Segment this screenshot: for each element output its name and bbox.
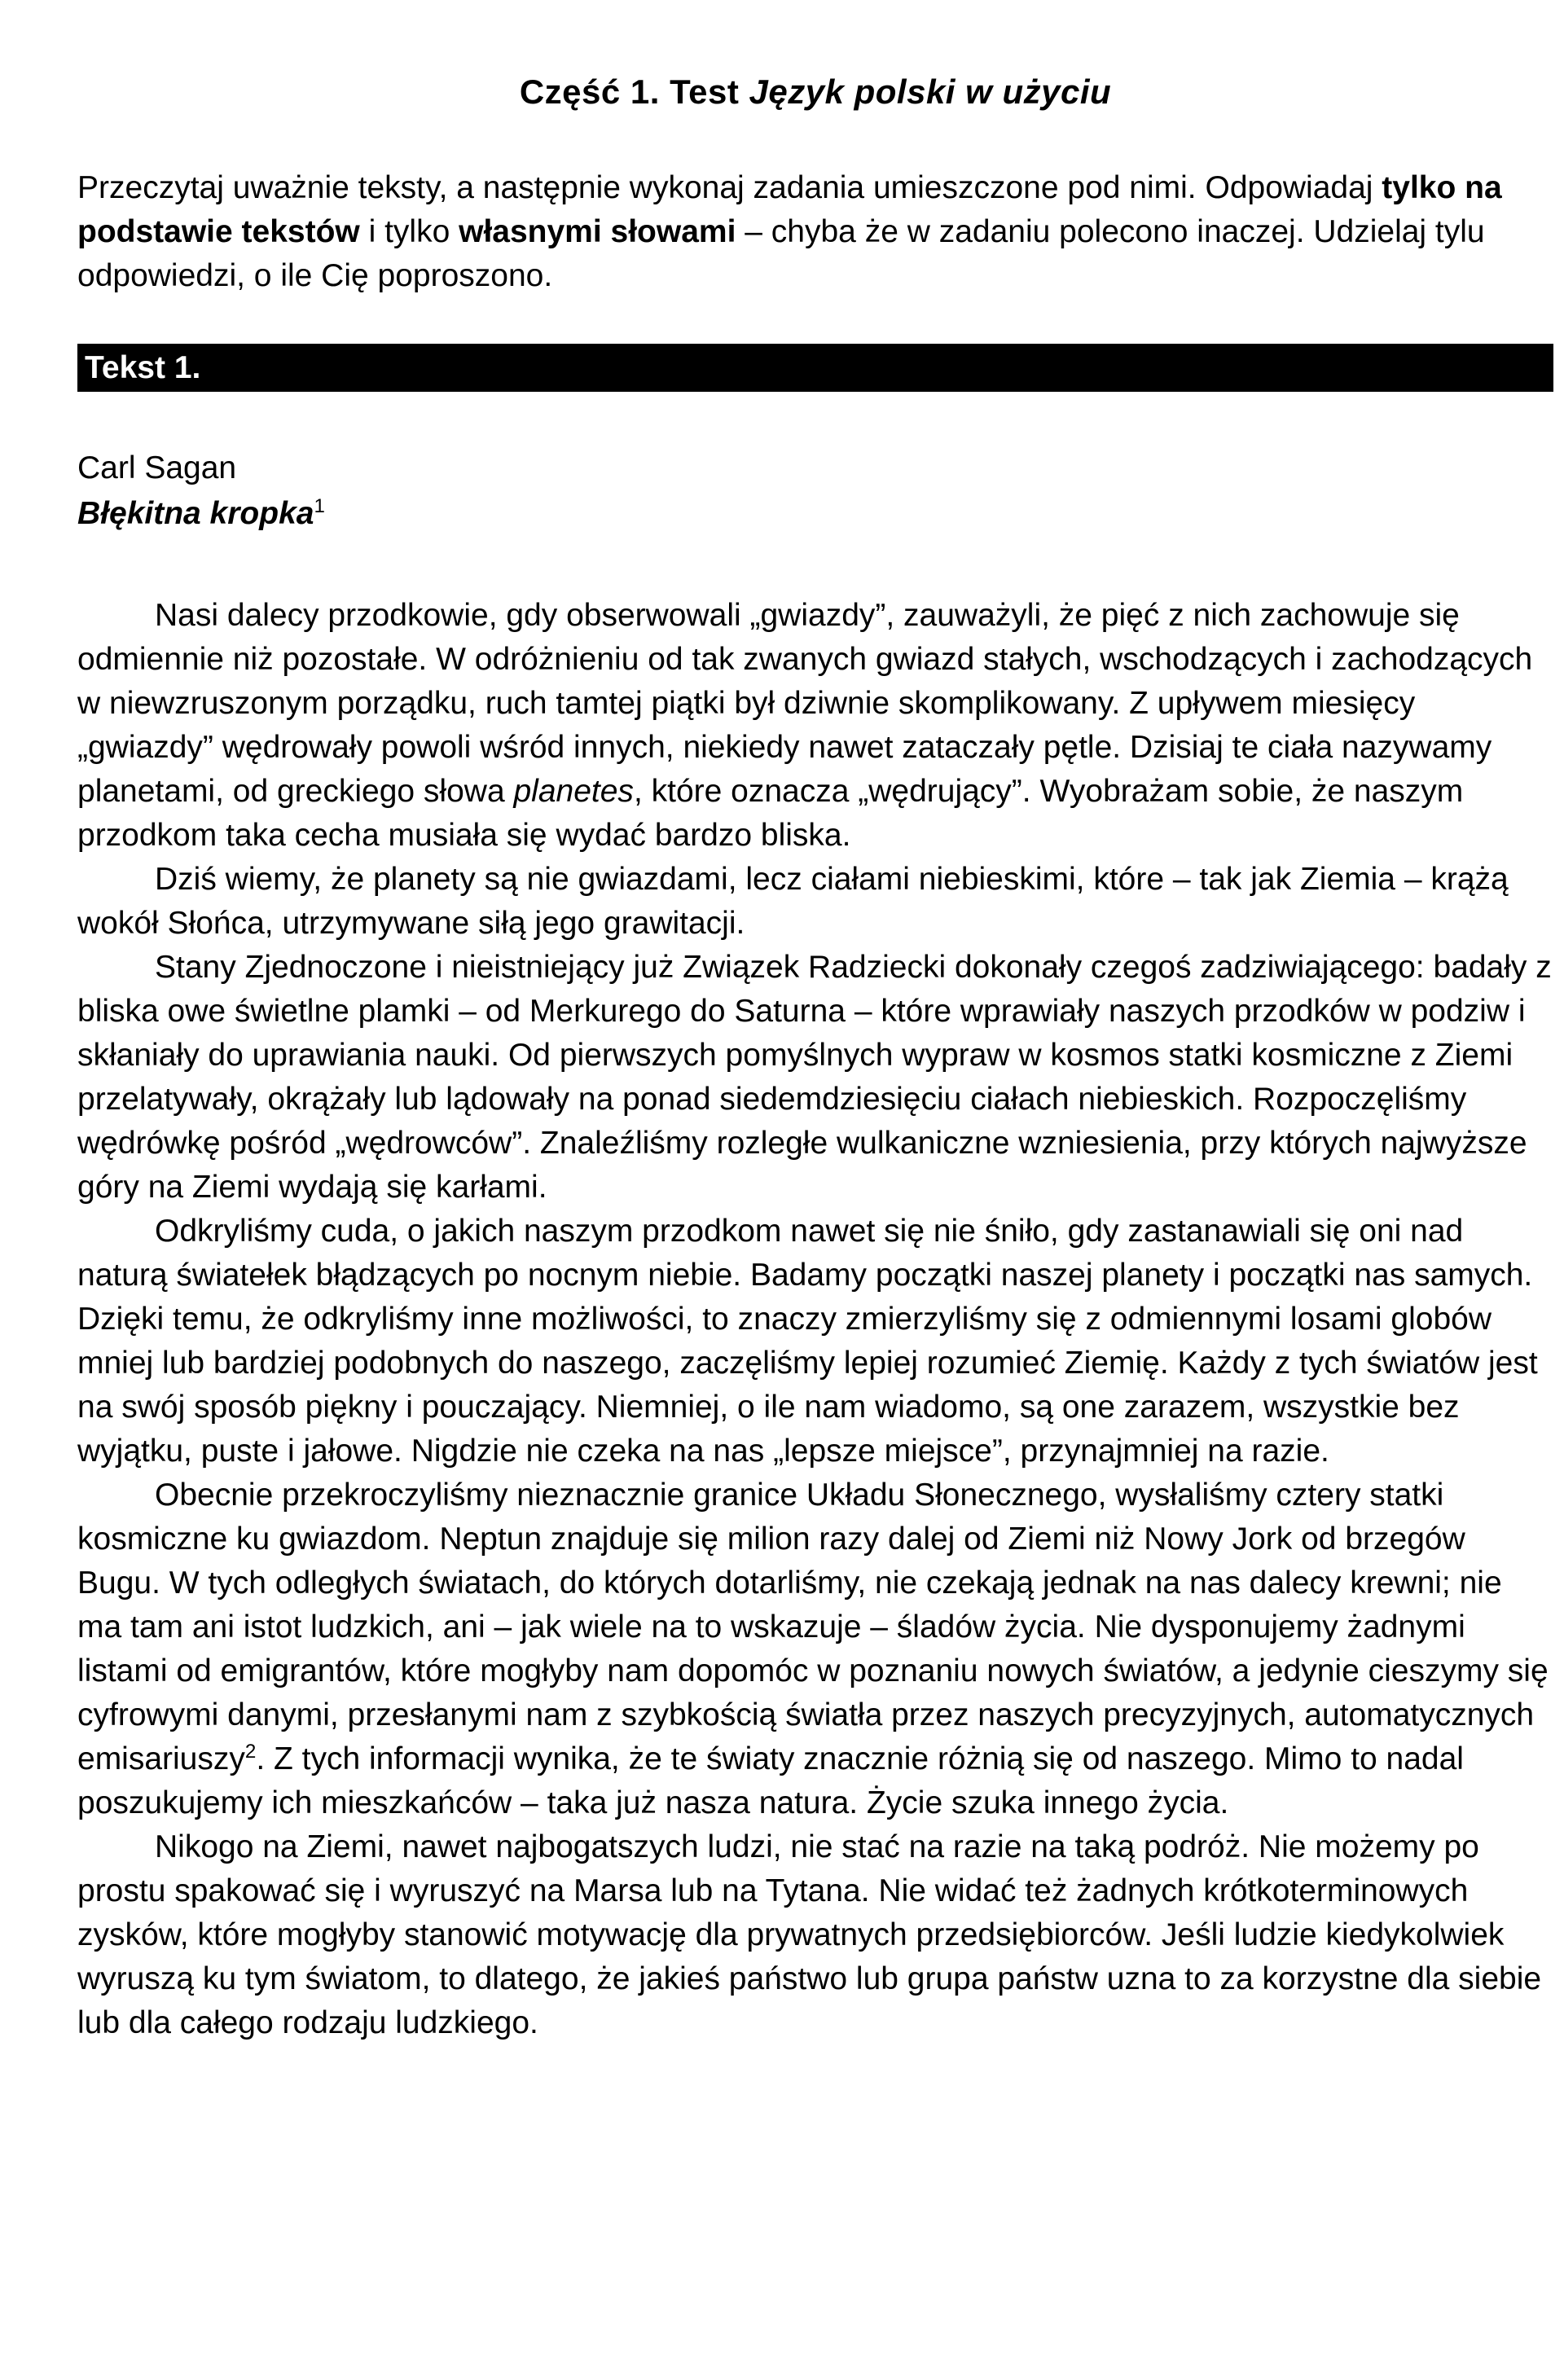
instructions-seg3: – chyba że w zadaniu polecono inaczej. Udzielaj tylu odpowiedzi, o ile Cię poproszono.: [77, 214, 1485, 293]
paragraph-2: Dziś wiemy, że planety są nie gwiazdami, lecz ciałami niebieskimi, które – tak jak Ziemia – krążą wokół Słońca, utrzymywane siłą jego grawitacji.: [77, 862, 1509, 941]
work-title-line: [77, 491, 1553, 537]
paragraph-5-seg1: Obecnie przekroczyliśmy nieznacznie granice Układu Słonecznego, wysłaliśmy cztery statki kosmiczne ku gwiazdom. Neptun znajduje się milion razy dalej od Ziemi niż Nowy Jork od brzegów Bugu. W tych odległych światach, do których dotarliśmy, nie czekają jednak na nas dalecy krewni; nie ma tam ani istot ludzkich, ani – jak wiele na to wskazuje – śladów życia. Nie dysponujemy żadnymi listami od emigrantów, które mogłyby nam dopomóc w poznaniu nowych światów, a jedynie cieszymy się cyfrowymi danymi, przesłanymi nam z szybkością światła przez naszych precyzyjnych, automatycznych emisariuszy: [77, 1478, 1549, 1776]
paragraph-1: [77, 594, 1553, 858]
paragraph-5-seg2: . Z tych informacji wynika, że te światy znacznie różnią się od naszego. Mimo to nadal poszukujemy ich mieszkańców – taka już nasza natura. Życie szuka innego życia.: [77, 1741, 1464, 1820]
paragraph-1-seg2: , które oznacza „wędrujący”. Wyobrażam sobie, że naszym przodkom taka cecha musiała się wydać bardzo bliska.: [77, 774, 1464, 853]
paragraph-6: Nikogo na Ziemi, nawet najbogatszych ludzi, nie stać na razie na taką podróż. Nie możemy po prostu spakować się i wyruszyć na Marsa lub na Tytana. Nie widać też żadnych krótkoterminowych zysków, które mogłyby stanowić motywację dla prywatnych przedsiębiorców. Jeśli ludzie kiedykolwiek wyruszą ku tym światom, to dlatego, że jakieś państwo lub grupa państw uzna to za korzystne dla siebie lub dla całego rodzaju ludzkiego.: [77, 1829, 1542, 2040]
instructions-seg2: i tylko: [359, 214, 459, 249]
page-title: [77, 72, 1553, 112]
main-text: [77, 594, 1553, 2045]
page-title-prefix: Część 1. Test: [519, 72, 749, 111]
author-name: Carl Sagan: [77, 450, 237, 485]
paragraph-1-seg1: Nasi dalecy przodkowie, gdy obserwowali „gwiazdy”, zauważyli, że pięć z nich zachowuje się odmiennie niż pozostałe. W odróżnieniu od tak zwanych gwiazd stałych, wschodzących i zachodzących w niewzruszonym porządku, ruch tamtej piątki był dziwnie skomplikowany. Z upływem miesięcy „gwiazdy” wędrowały powoli wśród innych, niekiedy nawet zataczały pętle. Dzisiaj te ciała nazywamy planetami, od greckiego słowa: [77, 598, 1533, 809]
instructions-paragraph: [77, 166, 1553, 298]
paragraph-5: [77, 1473, 1553, 1825]
text1-section-banner: Tekst 1.: [77, 344, 1553, 392]
paragraph-3: Stany Zjednoczone i nieistniejący już Związek Radziecki dokonały czegoś zadziwiającego: badały z bliska owe świetlne plamki – od Merkurego do Saturna – które wprawiały naszych przodków w podziw i skłaniały do uprawiania nauki. Od pierwszych pomyślnych wypraw w kosmos statki kosmiczne z Ziemi przelatywały, okrążały lub lądowały na ponad siedemdziesięciu ciałach niebieskich. Rozpoczęliśmy wędrówkę pośród „wędrowców”. Znaleźliśmy rozległe wulkaniczne wzniesienia, przy których najwyższe góry na Ziemi wydają się karłami.: [77, 950, 1552, 1205]
paragraph-4: Odkryliśmy cuda, o jakich naszym przodkom nawet się nie śniło, gdy zastanawiali się oni nad naturą światełek błądzących po nocnym niebie. Badamy początki naszej planety i początki nas samych. Dzięki temu, że odkryliśmy inne możliwości, to znaczy zmierzyliśmy się z odmiennymi losami globów mniej lub bardziej podobnych do naszego, zaczęliśmy lepiej rozumieć Ziemię. Każdy z tych światów jest na swój sposób piękny i pouczający. Niemniej, o ile nam wiadomo, są one zarazem, wszystkie bez wyjątku, puste i jałowe. Nigdzie nie czeka na nas „lepsze miejsce”, przynajmniej na razie.: [77, 1214, 1538, 1469]
paragraph-1-italic-term: planetes: [513, 774, 634, 809]
paragraph-5-footnote-ref: 2: [244, 1741, 257, 1763]
work-title-footnote-ref: 1: [314, 495, 325, 517]
instructions-seg1: Przeczytaj uważnie teksty, a następnie wykonaj zadania umieszczone pod nimi. Odpowiadaj: [77, 170, 1382, 205]
instructions-bold2: własnymi słowami: [459, 214, 736, 249]
instructions-bold1: tylko na podstawie tekstów: [77, 170, 1502, 249]
author-block: [77, 446, 1553, 537]
work-title: Błękitna kropka: [77, 496, 314, 531]
page-title-subject: Język polski w użyciu: [749, 72, 1112, 111]
